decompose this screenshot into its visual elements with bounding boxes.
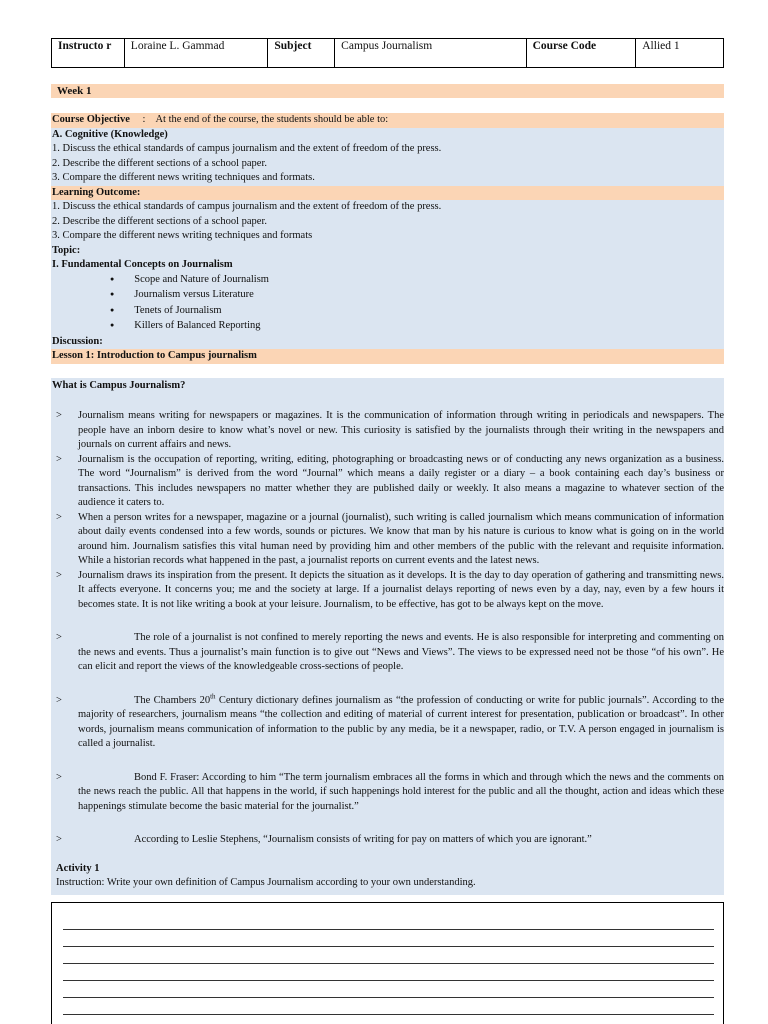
answer-line[interactable] [63,947,714,964]
answer-line[interactable] [63,981,714,998]
arrow-bullet: > [56,569,62,581]
arrow-bullet: > [56,453,62,465]
lesson-heading: Lesson 1: Introduction to Campus journalism [51,349,724,364]
topic-bullet: ● Tenets of Journalism [51,304,724,320]
superscript-th: th [210,692,216,700]
paragraph [51,511,724,569]
course-objective-text: At the end of the course, the students should be able to: [155,114,389,125]
paragraph-text: Journalism is the occupation of reporting, writing, editing, photographing or broadcasting news or of conducting any news organization as a business. The word “Journalism” is derived from the word “Journal” which means a daily register or a diary – a book containing each day’s business or transactions. This includes newspapers no matter whether they are published daily or weekly. It also means a magazine to whatever section of the audience it caters to. [78,453,724,508]
topic-bullet: ● Killers of Balanced Reporting [51,319,724,335]
paragraph [51,569,724,613]
paragraph [51,771,724,815]
paragraph-text: Journalism means writing for newspapers or magazines. It is the communication of information through writing in periodicals and newspapers. The people have an inborn desire to know what’s novel or new. This curiosity is satisfied by the journalists through their writing in the newspapers and journals on current affairs and news. [78,410,724,450]
lesson-content [51,378,724,895]
course-objective-label: Course Objective [52,114,130,125]
arrow-bullet: > [56,511,62,523]
paragraph-text: According to Leslie Stephens, “Journalism consists of writing for pay on matters of which you are ignorant.” [134,834,592,845]
course-info-table [51,38,724,68]
topic-heading: I. Fundamental Concepts on Journalism [52,259,233,270]
outcome-item: 3. Compare the different news writing techniques and formats [52,230,313,241]
outcome-item: 1. Discuss the ethical standards of campus journalism and the extent of freedom of the press. [52,201,442,212]
objective-item: 1. Discuss the ethical standards of campus journalism and the extent of freedom of the press. [52,143,442,154]
paragraph-text: Century dictionary defines journalism as “the profession of conducting or write for public journals”. According to the majority of researchers, journalism means “the collection and editing of material of current interest for presentation, publication or broadcast”. In other words, journalism means communication of information to the public by any media, be it a newspaper, radio, or T.V. A person engaged in journalism is called a journalist. [78,694,725,749]
question-heading: What is Campus Journalism? [52,380,186,391]
course-objective-separator: : [142,114,146,125]
arrow-bullet: > [56,771,62,783]
course-code-value: Allied 1 [642,40,680,52]
answer-line[interactable] [63,964,714,981]
objective-item: 2. Describe the different sections of a school paper. [52,157,267,169]
subject-value: Campus Journalism [335,39,526,67]
course-code-label: Course Code [527,39,637,67]
answer-line[interactable] [63,913,714,930]
chambers-prefix: The Chambers 20 [134,694,211,706]
arrow-bullet: > [56,694,62,706]
cognitive-heading: A. Cognitive (Knowledge) [52,128,168,140]
answer-box[interactable] [51,902,724,1024]
paragraph [51,631,724,675]
paragraph-text: When a person writes for a newspaper, magazine or a journal (journalist), such writing is called journalism which means communication of information about daily events condensed into a few words, sounds or pictures. We know that man by his nature is curious to know what is going on in the world around him. Journalism satisfies this vital human need by providing him and other members of the public with the relevant and requisite information. While a historian records what happened in the past, a journalist reports on current events and the latest news. [78,511,724,566]
objectives-section [51,113,724,361]
topic-label: Topic: [52,244,81,256]
discussion-label: Discussion: [52,335,103,347]
paragraph [51,453,724,511]
outcome-item: 2. Describe the different sections of a school paper. [52,215,267,227]
paragraph [51,833,724,848]
week-heading: Week 1 [51,84,724,98]
arrow-bullet: > [56,410,62,421]
activity-title: Activity 1 [56,862,100,874]
paragraph-text: Bond F. Fraser: According to him “The term journalism embraces all the forms in which and through which the news and the comments on the news reach the public. All that happens in the world, if such happenings hold interest for the public and all the thought, action and ideas which these happenings stimulate become the basic material for the journalist.” [78,771,724,812]
instructor-label: Instructo r [52,39,125,67]
objective-item: 3. Compare the different news writing techniques and formats. [52,172,315,183]
paragraph-text: The role of a journalist is not confined to merely reporting the news and events. He is also responsible for interpreting and commenting on the news and events. Thus a journalist’s main function is to give out “News and Views”. The views to be expressed need not be those “of his own”. He can elicit and report the views of the knowledgeable cross-sections of people. [78,632,724,672]
topic-bullet: ● Journalism versus Literature [51,288,724,304]
learning-outcome-label: Learning Outcome: [51,186,724,201]
answer-line[interactable] [63,930,714,947]
instructor-value: Loraine L. Gammad [125,39,269,67]
subject-label: Subject [268,39,335,67]
arrow-bullet: > [56,632,62,643]
answer-line[interactable] [63,998,714,1015]
course-objective-row [51,113,724,128]
activity-instruction: Instruction: Write your own definition of Campus Journalism according to your own understanding. [56,877,476,888]
paragraph [51,409,724,453]
topic-bullet: ● Scope and Nature of Journalism [51,273,724,289]
paragraph-text: Journalism draws its inspiration from the present. It depicts the situation as it develops. It is the day to day operation of gathering and transmitting news. It affects everyone. It concerns you; me and the society at large. If a journalist delays reporting of news even by a day, nay, even by a few hours it becomes state. It is not like writing a book at your leisure. Journalism, to be effective, has got to be always kept on the move. [78,569,724,610]
paragraph [51,694,724,752]
arrow-bullet: > [56,834,62,845]
